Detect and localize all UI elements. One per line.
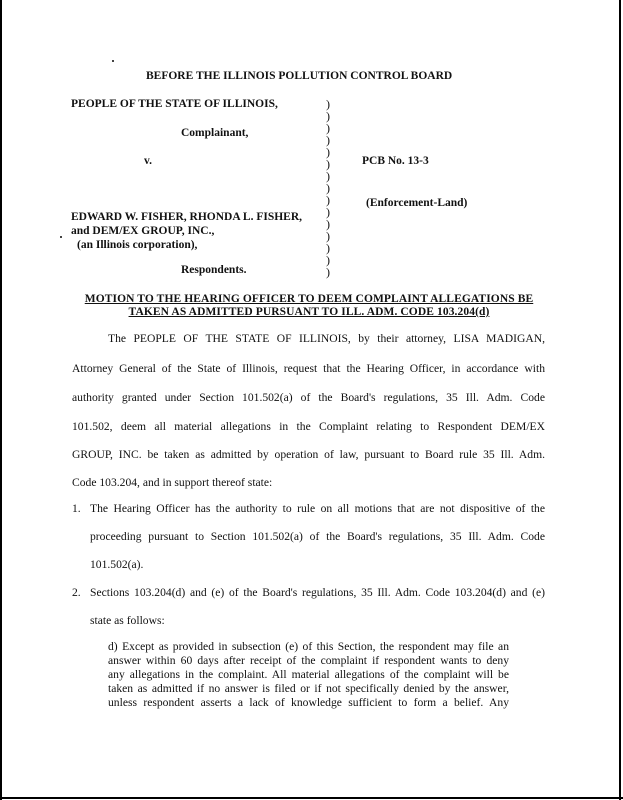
complainant-role: Complainant, — [181, 127, 249, 139]
respondent-role: Respondents. — [181, 264, 247, 276]
case-type: (Enforcement-Land) — [366, 197, 468, 209]
quote-line: d) Except as provided in subsection (e) of this Section, the respondent may file an — [108, 640, 509, 653]
caption-paren: ) — [326, 169, 330, 183]
caption-paren: ) — [326, 157, 330, 171]
intro-line: GROUP, INC. be taken as admitted by operation of law, pursuant to Board rule 35 Ill. Adm. — [72, 448, 545, 461]
intro-line: 101.502, deem all material allegations in the Complaint relating to Respondent DEM/EX — [72, 420, 545, 433]
caption-paren: ) — [326, 205, 330, 219]
caption-paren: ) — [326, 181, 330, 195]
intro-line: Attorney General of the State of Illinois, request that the Hearing Officer, in accordance with — [72, 362, 545, 375]
defendant-line-1: EDWARD W. FISHER, RHONDA L. FISHER, — [71, 211, 303, 223]
item-line: proceeding pursuant to Section 101.502(a) of the Board's regulations, 35 Ill. Adm. Code — [90, 530, 545, 543]
scan-speck — [112, 60, 114, 62]
quote-line: taken as admitted if no answer is filed or if not specifically denied by the answer, — [108, 682, 509, 695]
scan-border-left — [0, 0, 2, 800]
caption-paren: ) — [326, 217, 330, 231]
caption-paren: ) — [326, 241, 330, 255]
plaintiff-name: PEOPLE OF THE STATE OF ILLINOIS, — [71, 98, 278, 110]
caption-paren-column — [326, 98, 330, 278]
intro-line: The PEOPLE OF THE STATE OF ILLINOIS, by their attorney, LISA MADIGAN, — [108, 332, 545, 345]
motion-title-line-1: MOTION TO THE HEARING OFFICER TO DEEM COMPLAINT ALLEGATIONS BE — [84, 293, 534, 305]
caption-paren: ) — [326, 229, 330, 243]
item-number: 1. — [72, 502, 81, 515]
caption-paren: ) — [326, 145, 330, 159]
court-heading: BEFORE THE ILLINOIS POLLUTION CONTROL BOARD — [146, 70, 453, 82]
scan-border-right — [619, 0, 621, 800]
defendant-line-2: and DEM/EX GROUP, INC., — [71, 225, 215, 237]
item-line: 101.502(a). — [90, 558, 144, 571]
scan-border-bottom — [0, 797, 623, 799]
caption-paren: ) — [326, 121, 330, 135]
caption-paren: ) — [326, 193, 330, 207]
item-number: 2. — [72, 586, 81, 599]
caption-paren: ) — [326, 109, 330, 123]
case-number: PCB No. 13-3 — [362, 155, 429, 167]
intro-line: Code 103.204, and in support thereof state: — [72, 476, 273, 489]
item-line: Sections 103.204(d) and (e) of the Board's regulations, 35 Ill. Adm. Code 103.204(d) and (e) — [90, 586, 545, 599]
caption-paren: ) — [326, 97, 330, 111]
intro-line: authority granted under Section 101.502(a) of the Board's regulations, 35 Ill. Adm. Code — [72, 391, 545, 404]
defendant-line-3: (an Illinois corporation), — [77, 239, 198, 251]
item-line: state as follows: — [90, 614, 165, 627]
item-line: The Hearing Officer has the authority to rule on all motions that are not dispositive of the — [90, 502, 545, 515]
motion-title-line-2: TAKEN AS ADMITTED PURSUANT TO ILL. ADM. CODE 103.204(d) — [128, 306, 490, 318]
caption-paren: ) — [326, 253, 330, 267]
scan-speck — [60, 236, 62, 238]
caption-paren: ) — [326, 265, 330, 279]
versus-label: v. — [144, 155, 152, 167]
quote-line: any allegations in the complaint. All material allegations of the complaint will be — [108, 668, 509, 681]
quote-line: unless respondent asserts a lack of knowledge sufficient to form a belief. Any — [108, 696, 509, 709]
quote-line: answer within 60 days after receipt of the complaint if respondent wants to deny — [108, 654, 509, 667]
caption-paren: ) — [326, 133, 330, 147]
